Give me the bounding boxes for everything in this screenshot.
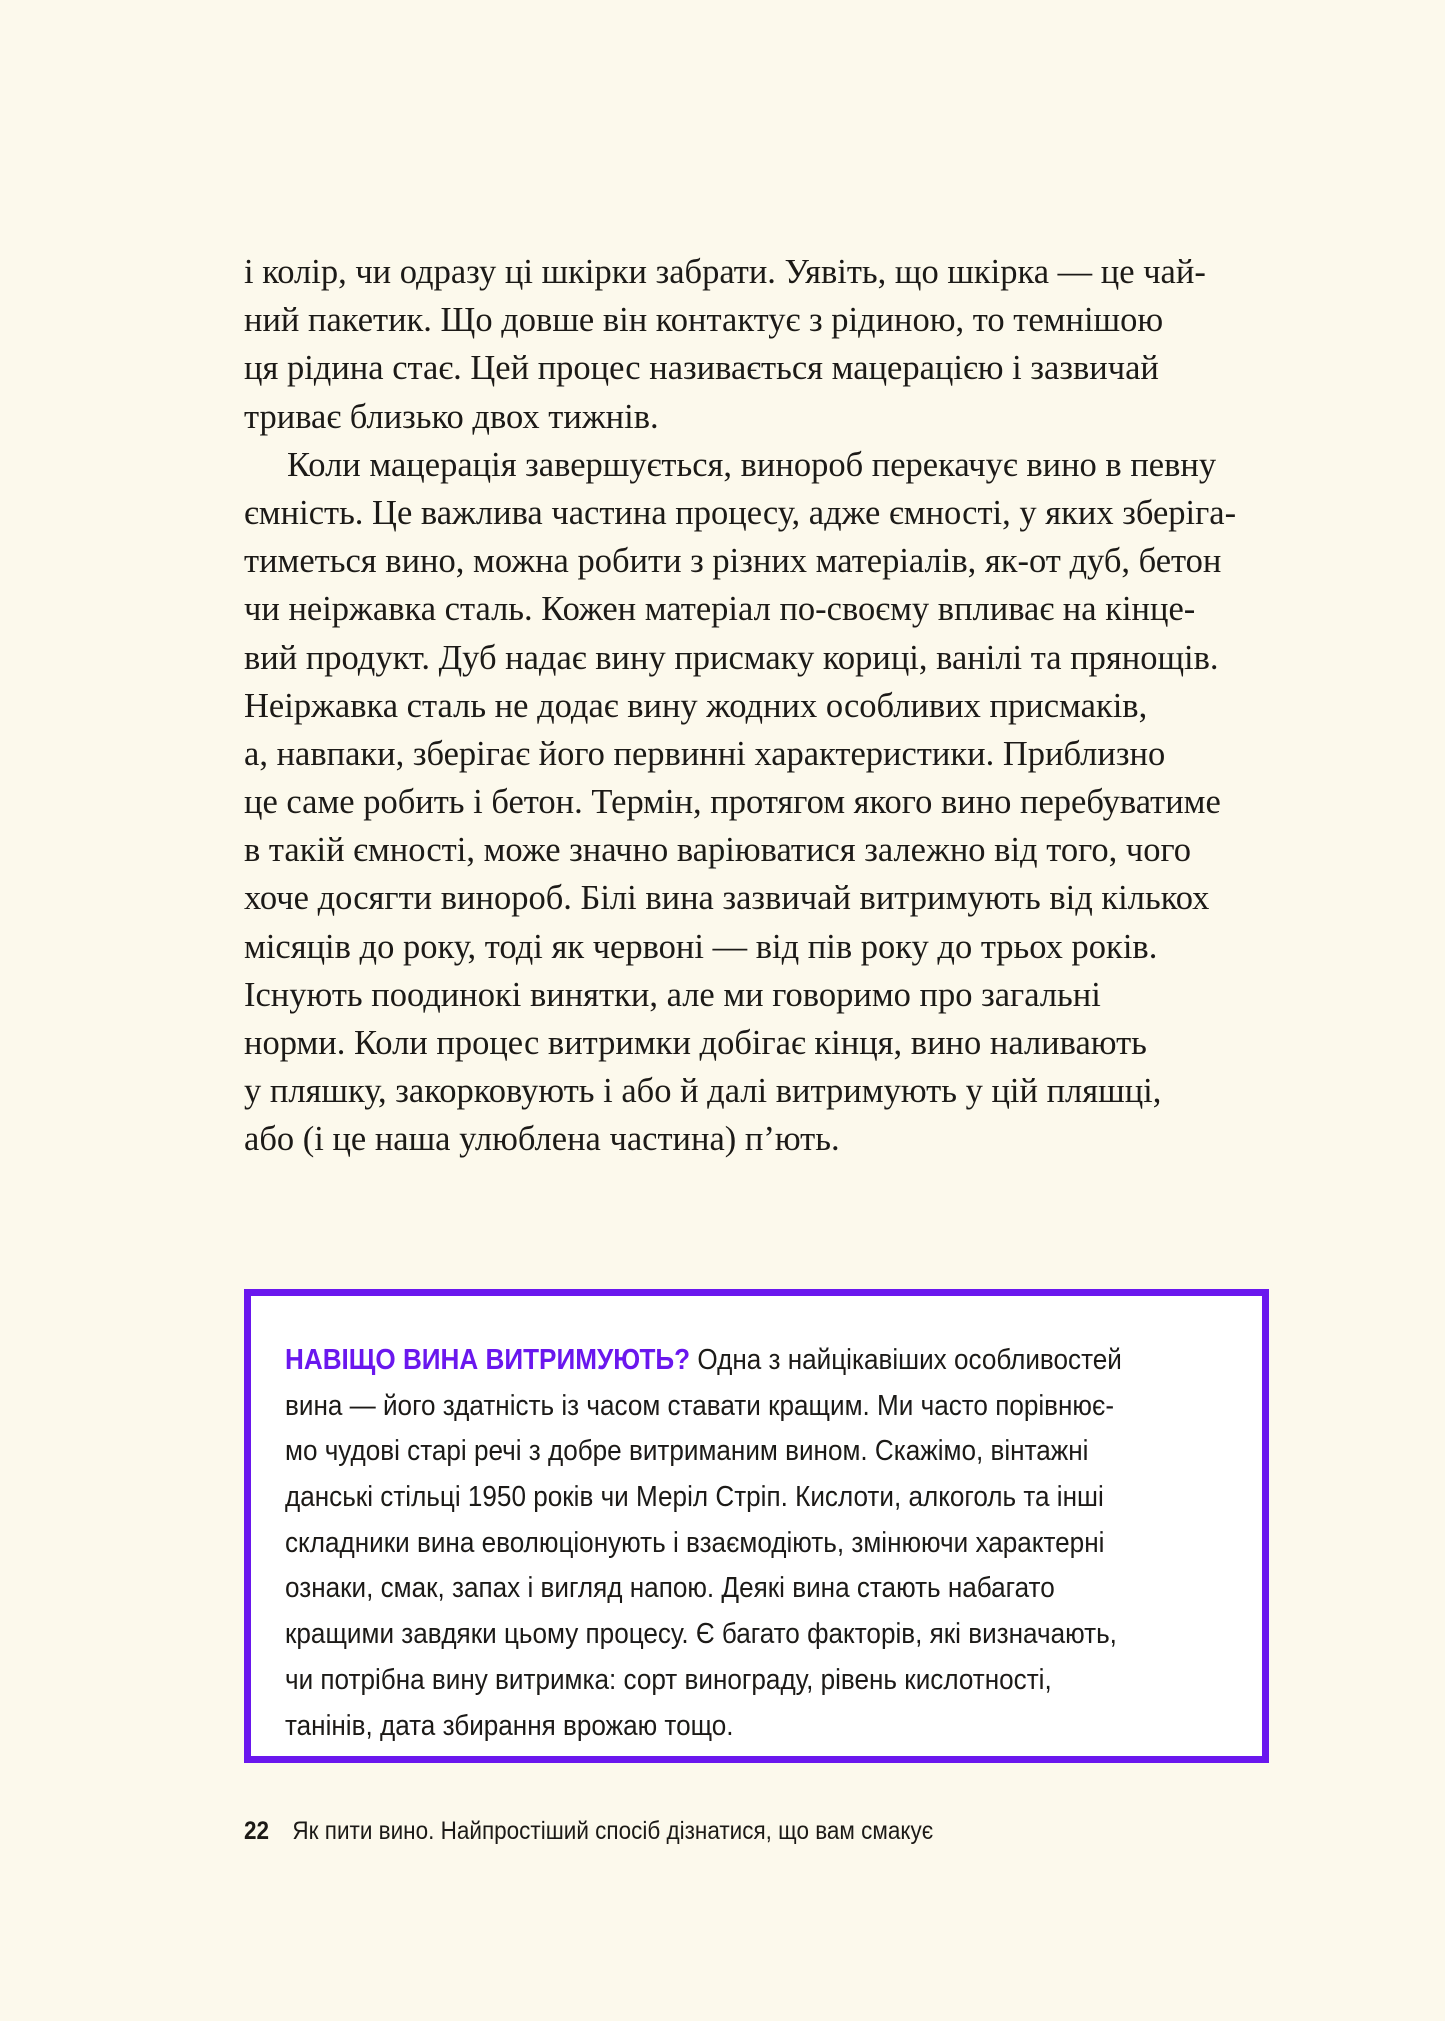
paragraph-2-line: місяців до року, тоді як червоні — від пів року до трьох років.: [244, 927, 1158, 966]
page-footer: [244, 1813, 933, 1849]
paragraph-2-line: Коли мацерація завершується, винороб перекачує вино в певну: [287, 445, 1217, 484]
paragraph-1-line: триває близько двох тижнів.: [244, 397, 659, 436]
paragraph-2-line: Існують поодинокі винятки, але ми говоримо про загальні: [244, 975, 1101, 1014]
paragraph-1-line: ця рідина стає. Цей процес називається мацерацією і зазвичай: [244, 349, 1159, 388]
paragraph-2-line: норми. Коли процес витримки добігає кінця, вино наливають: [244, 1024, 1147, 1062]
sidebar-line: ознаки, смак, запах і вигляд напою. Деякі вина стають набагато: [285, 1572, 1055, 1605]
sidebar-line: чи потрібна вину витримка: сорт винограду, рівень кислотності,: [285, 1663, 1052, 1696]
sidebar-text: [285, 1338, 1215, 1749]
page-number: 22: [244, 1817, 270, 1845]
sidebar-line: мо чудові старі речі з добре витриманим вином. Скажімо, вінтажні: [285, 1435, 1089, 1468]
paragraph-2-line: ємність. Це важлива частина процесу, адже ємності, у яких зберіга-: [244, 493, 1237, 532]
main-text: [244, 248, 1260, 1164]
paragraph-2-line: або (і це наша улюблена частина) п’ють.: [244, 1120, 840, 1159]
sidebar-line: данські стільці 1950 років чи Меріл Стріп. Кислоти, алкоголь та інші: [285, 1481, 1104, 1514]
sidebar-first-line: [285, 1338, 1122, 1384]
sidebar-box: [244, 1289, 1269, 1763]
sidebar-first-line-rest: Одна з найцікавіших особливостей: [690, 1344, 1122, 1376]
sidebar-line: кращими завдяки цьому процесу. Є багато факторів, які визначають,: [285, 1618, 1117, 1651]
paragraph-2-line: це саме робить і бетон. Термін, протягом якого вино перебуватиме: [244, 783, 1221, 822]
book-title: Як пити вино. Найпростіший спосіб дізнатися, що вам смакує: [292, 1817, 934, 1845]
paragraph-1-line: і колір, чи одразу ці шкірки забрати. Уявіть, що шкірка — це чай-: [244, 253, 1206, 291]
paragraph-2-line: в такій ємності, може значно варіюватися залежно від того, чого: [244, 831, 1192, 870]
paragraph-2-line: Неіржавка сталь не додає вину жодних особливих присмаків,: [244, 686, 1148, 725]
paragraph-2-line: у пляшку, закорковують і або й далі витримують у цій пляшці,: [244, 1072, 1162, 1111]
sidebar-line: вина — його здатність із часом ставати кращим. Ми часто порівнює-: [285, 1389, 1115, 1422]
sidebar-line: танінів, дата збирання врожаю тощо.: [285, 1709, 734, 1742]
paragraph-2-line: хоче досягти винороб. Білі вина зазвичай витримують від кількох: [244, 879, 1210, 918]
paragraph-2-line: чи неіржавка сталь. Кожен матеріал по-своєму впливає на кінце-: [244, 590, 1196, 629]
sidebar-heading: НАВІЩО ВИНА ВИТРИМУЮТЬ?: [285, 1344, 691, 1376]
sidebar-line: складники вина еволюціонують і взаємодіють, змінюючи характерні: [285, 1526, 1105, 1559]
paragraph-2-line: тиметься вино, можна робити з різних матеріалів, як-от дуб, бетон: [244, 542, 1222, 581]
paragraph-2-line: а, навпаки, зберігає його первинні характеристики. Приблизно: [244, 734, 1166, 773]
paragraph-1-line: ний пакетик. Що довше він контактує з рідиною, то темнішою: [244, 301, 1164, 340]
paragraph-2-line: вий продукт. Дуб надає вину присмаку кориці, ванілі та прянощів.: [244, 638, 1219, 677]
